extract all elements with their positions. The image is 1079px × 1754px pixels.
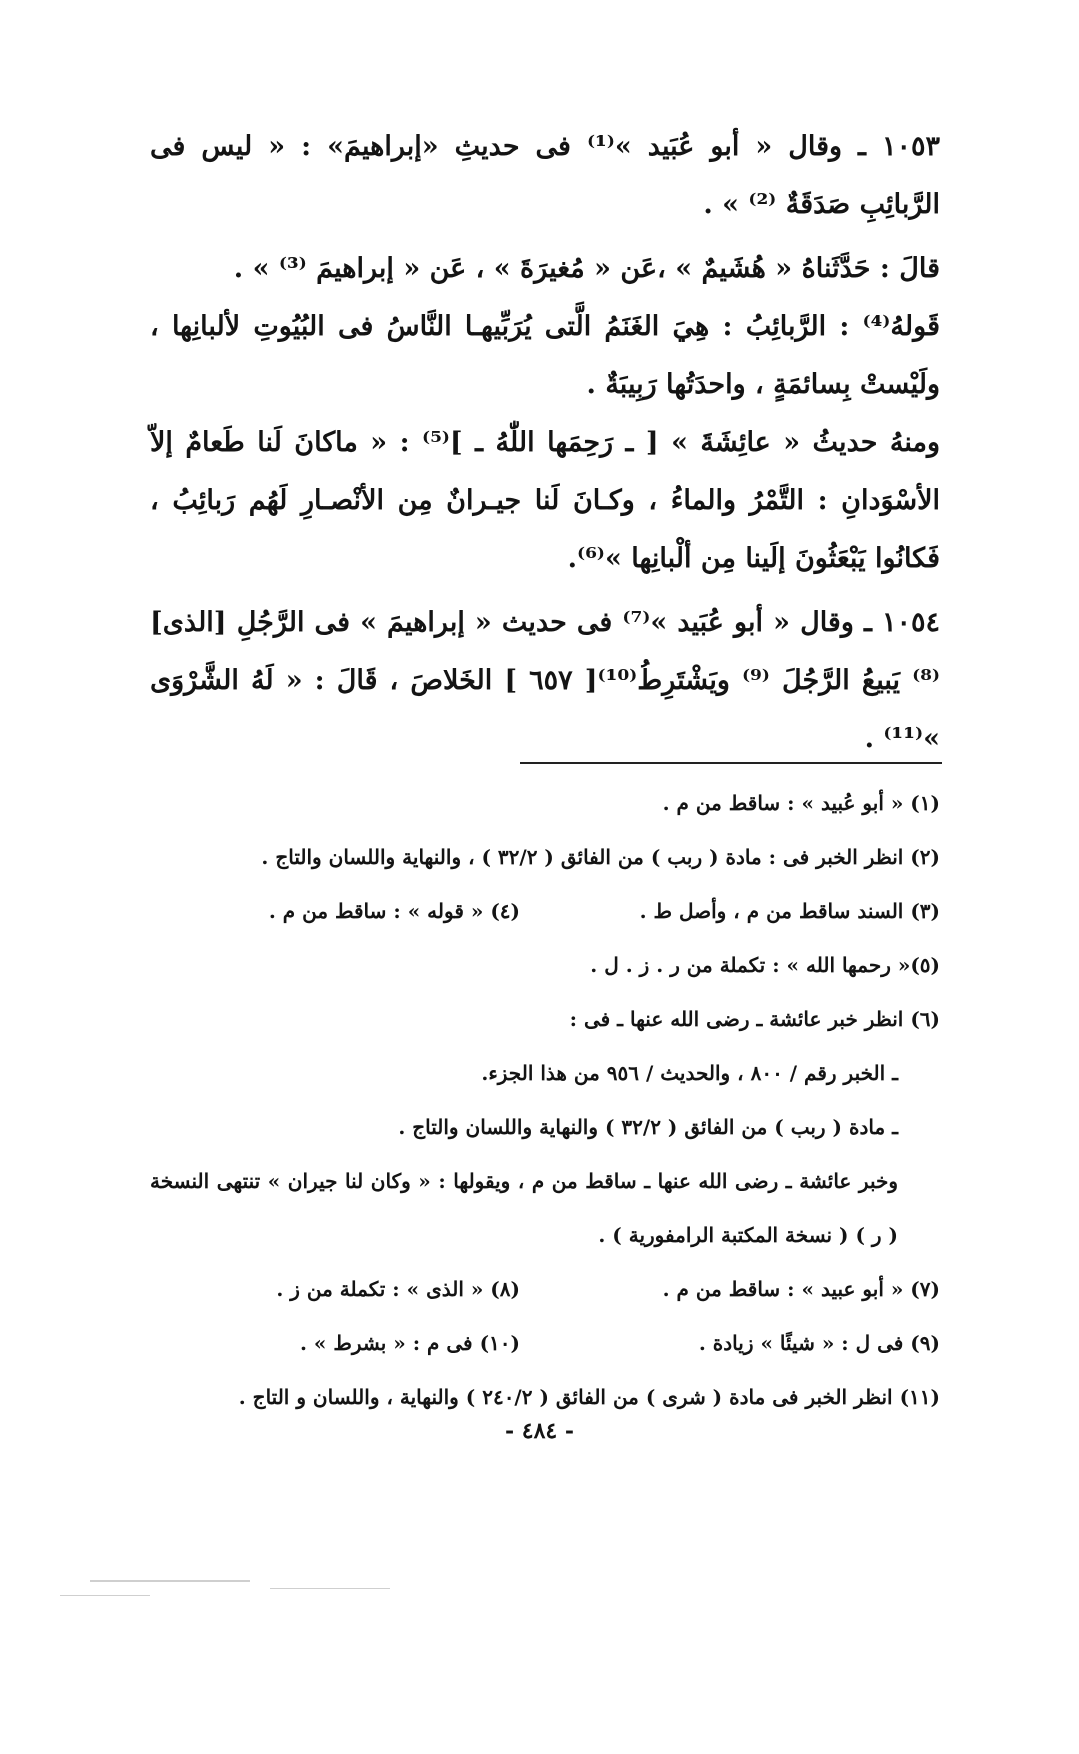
scan-artifact [270, 1588, 390, 1589]
paragraph-isnad: قالَ : حَدَّثَناهُ « هُشَيمٌ » ،عَن « مُغيرَةَ » ، عَن « إبراهيمَ ⁽³⁾ » . [233, 253, 940, 284]
footnote-11: (١١) انظر الخبر فى مادة ( شرى ) من الفائق ( ٢٤٠/٢ ) والنهاية ، واللسان و التاج . [238, 1385, 940, 1409]
footnote-1: (١) « أبو عُبيد » : ساقط من م . [662, 791, 940, 815]
footnote-6-item-b: ـ مادة ( ربب ) من الفائق ( ٣٢/٢ ) والنهاية واللسان والتاج . [398, 1115, 898, 1139]
footnote-8: (٨) « الذى » : تكملة من ز . [276, 1277, 520, 1301]
footnote-row-7-8 [150, 1262, 940, 1316]
footnote-3: (٣) السند ساقط من م ، وأصل ط . [639, 899, 940, 923]
page-number: - ٤٨٤ - [504, 1418, 575, 1444]
footnote-row-3-4 [150, 884, 940, 938]
paragraph-aisha-hadith: ومنهُ حديثُ « عائِشَةَ » [ ـ رَحِمَها اللّٰهُ ـ ]⁽⁵⁾ : « ماكانَ لَنا طَعامٌ إلاّ الأسْوَدانِ : التَّمْرُ والماءُ ، وكـانَ لَنا جيـرانٌ مِن الأنْصـارِ لَهُم رَبائِبُ ، فَكانُوا يَبْعَثُونَ إلَينا مِن ألْبانِها »⁽⁶⁾. [150, 427, 940, 574]
footnote-7: (٧) « أبو عبيد » : ساقط من م . [662, 1277, 940, 1301]
paragraph-definition: قَولهُ⁽⁴⁾ : الرَّبائِبُ : هِيَ الغَنَمُ الَّتى يُرَبِّيهـا النَّاسُ فى البُيُوتِ لألبانِها ، ولَيْستْ بِسائمَةٍ ، واحدَتُها رَبِيبَةٌ . [150, 311, 940, 400]
scan-artifact [60, 1595, 150, 1596]
scan-artifact [90, 1580, 250, 1582]
footnotes [150, 776, 940, 1424]
footnote-6-item-a: ـ الخبر رقم / ٨٠٠ ، والحديث / ٩٥٦ من هذا الجزء. [481, 1061, 898, 1085]
paragraph-1053: ١٠٥٣ ـ وقال « أبو عُبَيد »⁽¹⁾ فى حديثِ «إبراهيمَ» : « ليس فى الرَّبائِبِ صَدَقَةٌ ⁽²⁾ » . [150, 131, 940, 220]
footnote-divider [520, 762, 942, 764]
footnote-row-9-10 [150, 1316, 940, 1370]
main-text [150, 118, 940, 768]
footnote-10: (١٠) فى م : « بشرط » . [299, 1331, 520, 1355]
paragraph-1054: ١٠٥٤ ـ وقال « أبو عُبَيد »⁽⁷⁾ فى حديث « إبراهيمَ » فى الرَّجُلِ [الذى]⁽⁸⁾ يَبيعُ الرَّجُلَ ⁽⁹⁾ ويَشْتَرِطُ⁽¹⁰⁾[ ٦٥٧ ] الخَلاصَ ، قَالَ : « لَهُ الشَّرْوَى »⁽¹¹⁾ . [150, 607, 940, 754]
footnote-4: (٤) « قوله » : ساقط من م . [268, 899, 520, 923]
footnote-9: (٩) فى ل : « شيئًا » زيادة . [698, 1331, 940, 1355]
footnote-5: (٥)« رحمها الله » : تكملة من ر . ز . ل . [590, 953, 940, 977]
footnote-6-item-c: وخبر عائشة ـ رضى الله عنها ـ ساقط من م ، ويقولها : « وكان لنا جيران » تنتهى النسخة ( ر ) ( نسخة المكتبة الرامفورية ) . [150, 1169, 898, 1247]
footnote-2: (٢) انظر الخبر فى : مادة ( ربب ) من الفائق ( ٣٢/٢ ) ، والنهاية واللسان والتاج . [261, 845, 940, 869]
footnote-6: (٦) انظر خبر عائشة ـ رضى الله عنها ـ فى : [569, 1007, 940, 1031]
